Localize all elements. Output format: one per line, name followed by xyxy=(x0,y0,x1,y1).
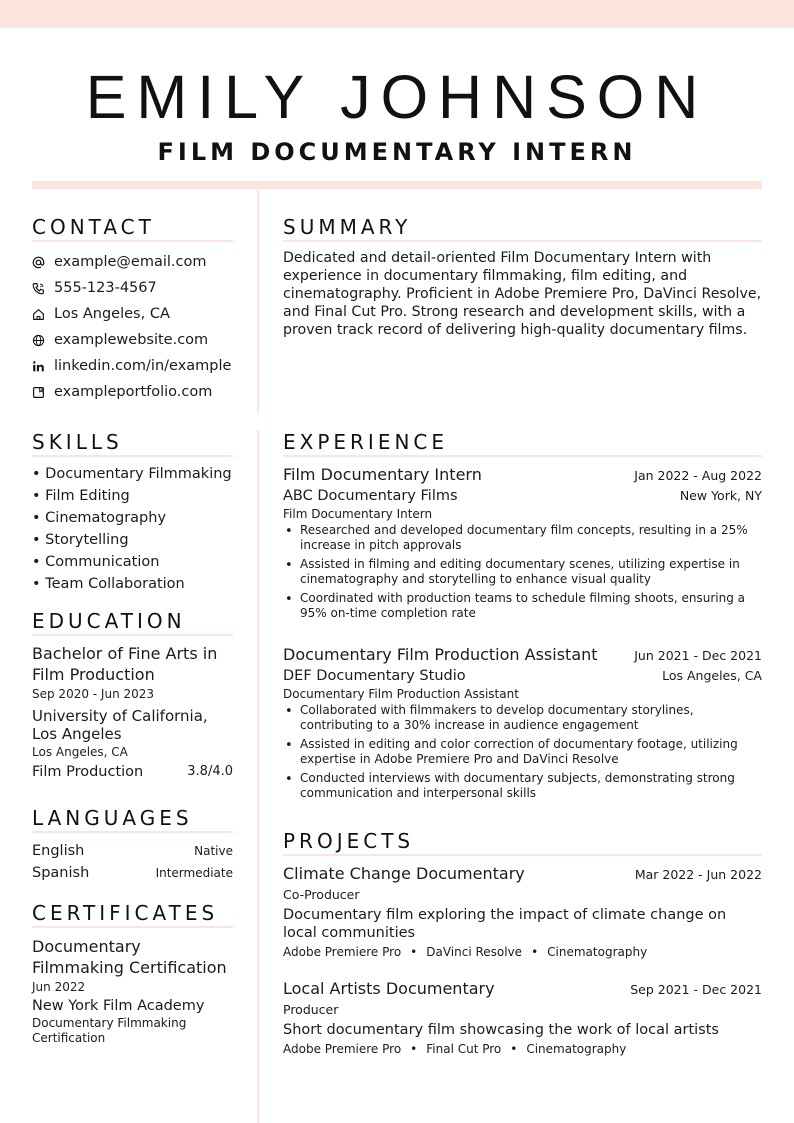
phone-icon xyxy=(32,282,54,295)
home-icon xyxy=(32,308,54,321)
certificate-desc: Documentary Filmmaking Certification xyxy=(32,1016,187,1045)
certificate-entry xyxy=(32,936,233,1046)
experience-heading: EXPERIENCE xyxy=(283,430,762,457)
tool-tag: Final Cut Pro xyxy=(426,1042,502,1056)
project-role: Producer xyxy=(283,1002,339,1017)
language-level: Native xyxy=(194,844,233,858)
project-role: Co-Producer xyxy=(283,887,360,902)
job-role: Documentary Film Production Assistant xyxy=(283,645,598,664)
language-name: Spanish xyxy=(32,865,90,881)
experience-entry xyxy=(283,465,762,625)
top-accent-bar xyxy=(0,0,794,28)
language-level: Intermediate xyxy=(155,866,233,880)
certificates-heading: CERTIFICATES xyxy=(32,901,233,928)
contact-list xyxy=(32,249,252,405)
languages-list xyxy=(32,840,233,884)
project-desc: Short documentary film showcasing the work of local artists xyxy=(283,1022,719,1038)
skill-item: • Team Collaboration xyxy=(32,576,185,592)
contact-phone[interactable]: 555-123-4567 xyxy=(32,275,252,301)
languages-heading: LANGUAGES xyxy=(32,806,233,833)
contact-website[interactable]: examplewebsite.com xyxy=(32,327,252,353)
project-tools: Adobe Premiere Pro • Final Cut Pro • Cinematography xyxy=(283,1042,627,1056)
language-row xyxy=(32,840,233,862)
skill-item: • Documentary Filmmaking xyxy=(32,466,232,482)
school-location: Los Angeles, CA xyxy=(32,745,128,759)
school-name: University of California, Los Angeles xyxy=(32,707,208,743)
skills-heading: SKILLS xyxy=(32,430,233,457)
language-row xyxy=(32,862,233,884)
globe-icon xyxy=(32,334,54,347)
summary-text: Dedicated and detail-oriented Film Documentary Intern with experience in documentary filmmaking, film editing, and cinematography. Proficient in Adobe Premiere Pro, DaVinci Resolve, and Final Cut Pro. Strong research and development skills, with a proven track record of delivering high-quality documentary films. xyxy=(283,250,762,338)
job-location: New York, NY xyxy=(679,488,762,503)
contact-email[interactable]: example@email.com xyxy=(32,249,252,275)
education-entry xyxy=(32,643,233,780)
job-bullet: • Conducted interviews with documentary subjects, demonstrating strong communication and interpersonal skills xyxy=(283,771,762,801)
project-entry xyxy=(283,864,762,959)
job-subrole: Documentary Film Production Assistant xyxy=(283,687,519,701)
experience-entry xyxy=(283,645,762,805)
field-of-study: Film Production xyxy=(32,764,144,780)
contact-linkedin[interactable]: linkedin.com/in/example xyxy=(32,353,252,379)
header-divider xyxy=(32,181,762,189)
projects-heading: PROJECTS xyxy=(283,829,762,856)
job-dates: Jun 2021 - Dec 2021 xyxy=(634,648,762,663)
education-heading: EDUCATION xyxy=(32,609,233,636)
company-name: DEF Documentary Studio xyxy=(283,668,466,684)
contact-location: Los Angeles, CA xyxy=(32,301,252,327)
project-name: Climate Change Documentary xyxy=(283,864,525,883)
skill-item: • Cinematography xyxy=(32,510,167,526)
degree: Bachelor of Fine Arts in Film Production xyxy=(32,644,218,684)
project-dates: Mar 2022 - Jun 2022 xyxy=(634,867,762,882)
tool-tag: Cinematography xyxy=(547,945,648,959)
at-icon xyxy=(32,256,54,269)
job-subrole: Film Documentary Intern xyxy=(283,507,433,521)
job-bullet: • Assisted in editing and color correction of documentary footage, utilizing expertise in Adobe Premiere Pro and DaVinci Resolve xyxy=(283,737,762,767)
certificate-org: New York Film Academy xyxy=(32,998,205,1014)
education-dates: Sep 2020 - Jun 2023 xyxy=(32,687,155,701)
skill-item: • Film Editing xyxy=(32,488,130,504)
candidate-name: EMILY JOHNSON xyxy=(85,63,709,131)
project-dates: Sep 2021 - Dec 2021 xyxy=(630,982,762,997)
summary-heading: SUMMARY xyxy=(283,215,762,242)
job-location: Los Angeles, CA xyxy=(662,668,762,683)
skill-item: • Communication xyxy=(32,554,160,570)
column-divider-bottom xyxy=(257,430,259,1123)
certificate-name: Documentary Filmmaking Certification xyxy=(32,937,227,977)
contact-portfolio[interactable]: exampleportfolio.com xyxy=(32,379,252,405)
project-entry xyxy=(283,979,762,1056)
job-bullets xyxy=(283,523,762,621)
job-dates: Jan 2022 - Aug 2022 xyxy=(634,468,762,483)
job-bullet: • Collaborated with filmmakers to develop documentary storylines, contributing to a 30% increase in audience engagement xyxy=(283,703,762,733)
tool-tag: Cinematography xyxy=(526,1042,627,1056)
tool-tag: Adobe Premiere Pro xyxy=(283,945,402,959)
portfolio-icon xyxy=(32,386,54,399)
job-bullet: • Researched and developed documentary film concepts, resulting in a 25% increase in pitch approvals xyxy=(283,523,762,553)
company-name: ABC Documentary Films xyxy=(283,488,458,504)
project-desc: Documentary film exploring the impact of climate change on local communities xyxy=(283,907,727,941)
project-name: Local Artists Documentary xyxy=(283,979,495,998)
language-name: English xyxy=(32,843,85,859)
gpa: 3.8/4.0 xyxy=(187,764,233,779)
job-role: Film Documentary Intern xyxy=(283,465,482,484)
field-gpa-row xyxy=(32,764,233,780)
job-bullet: • Assisted in filming and editing documentary scenes, utilizing expertise in cinematography and storytelling to enhance visual quality xyxy=(283,557,762,587)
skills-list xyxy=(32,463,252,595)
job-title: FILM DOCUMENTARY INTERN xyxy=(157,138,637,166)
job-bullet: • Coordinated with production teams to schedule filming shoots, ensuring a 95% on-time completion rate xyxy=(283,591,762,621)
tool-tag: Adobe Premiere Pro xyxy=(283,1042,402,1056)
project-tools: Adobe Premiere Pro • DaVinci Resolve • Cinematography xyxy=(283,945,648,959)
contact-heading: CONTACT xyxy=(32,215,233,242)
job-bullets xyxy=(283,703,762,801)
certificate-date: Jun 2022 xyxy=(32,980,86,994)
linkedin-icon xyxy=(32,360,54,373)
skill-item: • Storytelling xyxy=(32,532,129,548)
tool-tag: DaVinci Resolve xyxy=(426,945,523,959)
column-divider-top xyxy=(257,190,259,413)
